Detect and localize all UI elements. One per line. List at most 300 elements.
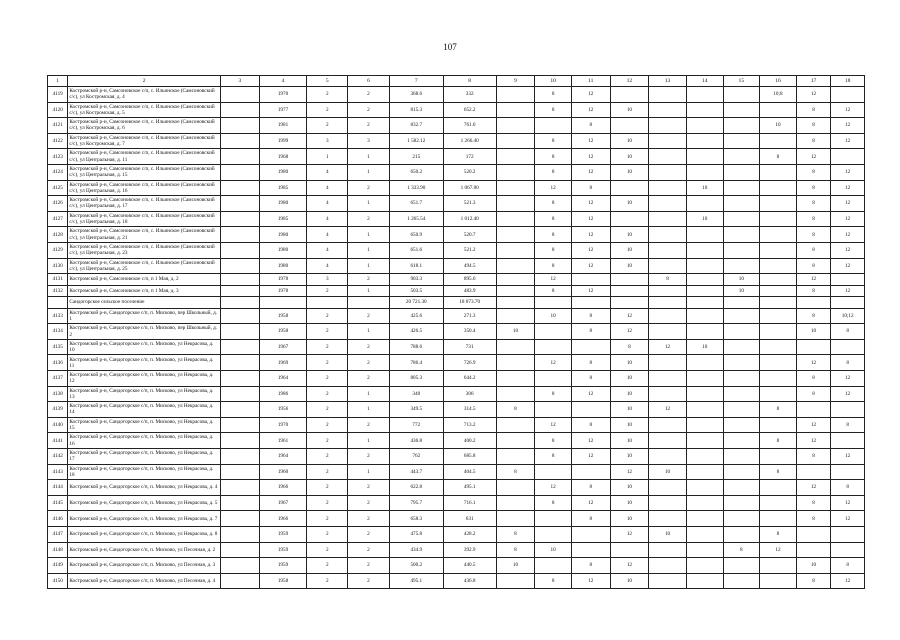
table-cell [686,308,723,324]
table-cell: 425.6 [389,308,443,324]
column-header: 11 [571,76,610,87]
table-cell: 12 [571,495,610,511]
table-cell [649,87,687,103]
table-cell: 8 [535,573,572,589]
table-cell [723,464,760,480]
table-cell: 10 [535,308,572,324]
row-number: 4141 [48,433,68,449]
table-cell: 716.1 [443,495,496,511]
table-cell: 1 [348,258,390,274]
table-cell [686,324,723,340]
table-row [48,211,865,227]
table-cell: 12 [571,102,610,118]
table-cell [723,211,760,227]
header-row [48,76,865,87]
table-cell [723,164,760,180]
table-cell [535,558,572,574]
table-cell [649,558,687,574]
table-cell: 8 [571,355,610,371]
table-cell: 12 [831,118,865,134]
table-cell [686,526,723,542]
table-cell: 2 [307,511,348,527]
table-row [48,149,865,165]
row-number: 4138 [48,386,68,402]
table-cell [220,180,259,196]
address-cell: Костромской р-н, Самсоновское с/п, с. Ильинское (Самсоновский с/с), ул Центральная, д. 15 [68,164,221,180]
table-cell: 12 [571,258,610,274]
table-cell [220,87,259,103]
table-cell: 8 [796,371,831,387]
table-cell [760,558,797,574]
table-cell: 8 [796,227,831,243]
table-cell: 8 [535,149,572,165]
table-cell [760,495,797,511]
address-cell: Костромской р-н, Сандогорское с/п, п. Мисково, ул Некрасова, д. 15 [68,417,221,433]
row-number: 4130 [48,258,68,274]
table-cell: 4 [307,242,348,258]
table-cell [496,149,535,165]
table-cell: 1 [348,227,390,243]
address-cell: Костромской р-н, Сандогорское с/п, п. Мисково, ул Некрасова, д. 14 [68,402,221,418]
table-cell [723,258,760,274]
table-cell: 3 [307,133,348,149]
table-cell [496,274,535,286]
table-cell: 349.5 [389,402,443,418]
table-cell [571,464,610,480]
table-cell: 10 [610,573,649,589]
table-cell: 12 [610,558,649,574]
table-cell: 12 [571,133,610,149]
table-cell: 8 [796,164,831,180]
table-cell: 434.9 [389,542,443,558]
table-cell: 1 [307,149,348,165]
table-cell [760,196,797,212]
table-cell: 440.5 [443,558,496,574]
table-row [48,573,865,589]
table-cell [723,149,760,165]
row-number: 4150 [48,573,68,589]
table-cell [686,258,723,274]
table-cell: 1978 [259,285,307,297]
table-cell: 1958 [259,573,307,589]
table-cell: 1 [348,464,390,480]
table-cell [723,339,760,355]
row-number: 4139 [48,402,68,418]
table-cell [220,558,259,574]
column-header: 2 [68,76,221,87]
table-cell: 1981 [259,118,307,134]
table-cell: 1970 [259,417,307,433]
table-cell [496,480,535,496]
table-cell: 788.6 [389,339,443,355]
table-cell: 426.5 [389,324,443,340]
address-cell: Костромской р-н, Сандогорское с/п, п. Мисково, пер Школьный, д. 2 [68,324,221,340]
table-cell: 8 [535,87,572,103]
table-cell: 12 [610,526,649,542]
table-cell [686,558,723,574]
address-cell: Костромской р-н, Сандогорское с/п, п. Мисково, ул Некрасова, д. 4 [68,480,221,496]
table-cell: 1 067.00 [443,180,496,196]
table-cell: 1 [348,242,390,258]
table-cell [723,402,760,418]
address-cell: Костромской р-н, Сандогорское с/п, п. Мисково, ул Некрасова, д. 18 [68,464,221,480]
table-cell: 1 582.12 [389,133,443,149]
table-cell [220,433,259,449]
table-cell: 2 [348,542,390,558]
table-cell [535,511,572,527]
table-cell: 618.1 [389,258,443,274]
table-cell: 10 [686,211,723,227]
table-cell: 12 [571,149,610,165]
table-cell [220,511,259,527]
row-number: 4121 [48,118,68,134]
table-cell: 443.7 [389,464,443,480]
table-cell [496,211,535,227]
table-cell: 2 [307,118,348,134]
table-cell [571,274,610,286]
table-cell [220,542,259,558]
address-cell: Костромской р-н, Сандогорское с/п, п. Мисково, ул Некрасова, д. 5 [68,495,221,511]
table-cell: 2 [307,480,348,496]
table-cell: 761.6 [443,118,496,134]
table-cell: 622.8 [389,480,443,496]
address-cell: Костромской р-н, Сандогорское с/п, п. Мисково, ул Некрасова, д. 13 [68,386,221,402]
table-cell [496,196,535,212]
table-cell: 2 [307,371,348,387]
table-cell: 8 [796,386,831,402]
table-cell [535,371,572,387]
table-cell: 8 [535,448,572,464]
table-cell [649,285,687,297]
table-cell [686,480,723,496]
address-cell: Костромской р-н, Сандогорское с/п, п. Мисково, ул Песочная, д. 4 [68,573,221,589]
table-cell: 215 [389,149,443,165]
table-cell: 4 [307,164,348,180]
address-cell: Костромской р-н, Самсоновское с/п, п 1 Мая, д. 2 [68,274,221,286]
table-cell: 1959 [259,542,307,558]
table-cell [220,297,259,309]
table-cell: 1967 [259,339,307,355]
table-cell [649,180,687,196]
table-cell [686,297,723,309]
table-cell [496,180,535,196]
table-cell: 12 [796,149,831,165]
table-cell [220,242,259,258]
table-cell: 12 [610,324,649,340]
table-cell [496,297,535,309]
table-cell: 494.5 [443,258,496,274]
table-cell: 731 [443,339,496,355]
table-cell: 1970 [259,87,307,103]
address-cell: Костромской р-н, Сандогорское с/п, п. Мисково, ул Некрасова, д. 10 [68,339,221,355]
address-cell: Костромской р-н, Самсоновское с/п, с. Ильинское (Самсоновский с/с), ул Центральная, д. 23 [68,242,221,258]
row-number: 4140 [48,417,68,433]
table-cell [571,526,610,542]
table-row [48,402,865,418]
table-cell: 503.5 [389,285,443,297]
table-cell: 8 [796,495,831,511]
table-cell [48,297,68,309]
table-cell: 436.8 [389,433,443,449]
table-cell: 172 [443,149,496,165]
table-cell: 644.2 [443,371,496,387]
table-cell [571,402,610,418]
table-cell [760,480,797,496]
table-cell: 1 [348,149,390,165]
table-cell: 350.4 [443,324,496,340]
table-cell: 12 [571,211,610,227]
table-cell: 8 [760,526,797,542]
table-cell [220,355,259,371]
table-cell: 10 [610,386,649,402]
table-cell: 12 [535,417,572,433]
table-cell: 1961 [259,433,307,449]
address-cell: Костромской р-н, Самсоновское с/п, с. Ильинское (Самсоновский с/с), ул Центральная, д. 18 [68,211,221,227]
table-cell [723,87,760,103]
table-cell: 520.2 [443,164,496,180]
row-number: 4129 [48,242,68,258]
row-number: 4142 [48,448,68,464]
table-cell: 10 [610,164,649,180]
table-cell: 12 [796,480,831,496]
table-cell: 2 [307,402,348,418]
table-cell [760,274,797,286]
table-cell [496,133,535,149]
table-cell: 8 [831,558,865,574]
table-cell: 1999 [259,133,307,149]
table-cell: 1966 [259,480,307,496]
table-cell: 12 [831,511,865,527]
table-cell [220,149,259,165]
table-cell [723,180,760,196]
table-cell: 8 [571,511,610,527]
table-cell: 10 [610,417,649,433]
table-cell [220,274,259,286]
table-cell: 12 [571,242,610,258]
table-cell [220,285,259,297]
table-cell [723,196,760,212]
table-cell [220,308,259,324]
table-cell: 8 [535,242,572,258]
table-row [48,433,865,449]
table-cell: 12 [535,180,572,196]
table-cell: 271.3 [443,308,496,324]
row-number: 4145 [48,495,68,511]
table-cell: 10 [496,324,535,340]
table-cell: 8 [610,339,649,355]
table-cell [649,448,687,464]
table-cell [220,573,259,589]
table-cell: 8 [796,511,831,527]
table-cell: 12 [571,448,610,464]
address-cell: Костромской р-н, Самсоновское с/п, с. Ильинское (Самсоновский с/с), ул Костромская, д. 7 [68,133,221,149]
row-number: 4125 [48,180,68,196]
table-cell: 10 [760,118,797,134]
table-cell: 10 [610,448,649,464]
table-cell: 10 [610,371,649,387]
column-header: 3 [220,76,259,87]
table-cell: 332 [443,87,496,103]
table-cell [723,448,760,464]
table-cell [686,511,723,527]
table-cell: 500.2 [389,558,443,574]
table-cell: 8 [535,285,572,297]
table-cell [220,386,259,402]
table-row [48,371,865,387]
table-cell: 10 [610,227,649,243]
table-cell [723,573,760,589]
table-cell: 2 [307,87,348,103]
table-cell [686,448,723,464]
table-cell: 8 [571,180,610,196]
table-cell [259,297,307,309]
table-cell: 650.2 [389,164,443,180]
table-row [48,542,865,558]
table-cell: 651.7 [389,196,443,212]
table-cell: 8 [571,480,610,496]
table-cell: 2 [307,433,348,449]
table-cell: 1969 [259,355,307,371]
table-cell: 10 [686,339,723,355]
table-cell [796,464,831,480]
address-cell: Костромской р-н, Сандогорское с/п, п. Мисково, ул Некрасова, д. 12 [68,371,221,387]
table-cell: 2 [348,180,390,196]
table-row [48,133,865,149]
table-cell: 3 [307,274,348,286]
table-cell: 1 [348,196,390,212]
address-cell: Костромской р-н, Сандогорское с/п, п. Мисково, ул Некрасова, д. 16 [68,433,221,449]
table-cell [686,196,723,212]
table-cell [496,118,535,134]
address-cell: Костромской р-н, Самсоновское с/п, с. Ильинское (Самсоновский с/с), ул Центральная, д. 16 [68,180,221,196]
table-cell [649,308,687,324]
table-cell [723,371,760,387]
table-cell [831,274,865,286]
table-cell: 4 [307,196,348,212]
column-header: 6 [348,76,390,87]
table-cell [686,542,723,558]
table-cell: 368.6 [389,87,443,103]
column-header: 4 [259,76,307,87]
table-cell: 2 [348,102,390,118]
table-cell: 12 [831,133,865,149]
table-cell [831,339,865,355]
table-cell: 10 [610,433,649,449]
table-cell [649,149,687,165]
table-cell: 10 [610,133,649,149]
table-cell [649,118,687,134]
table-cell: 1980 [259,227,307,243]
table-row [48,274,865,286]
table-row [48,339,865,355]
address-cell: Костромской р-н, Самсоновское с/п, с. Ильинское (Самсоновский с/с), ул Центральная, д. 21 [68,227,221,243]
table-cell: 12 [796,274,831,286]
table-cell: 8 [535,164,572,180]
table-cell [831,464,865,480]
table-cell: 2 [307,558,348,574]
table-cell [649,164,687,180]
table-cell [220,133,259,149]
table-cell [649,480,687,496]
table-cell [220,402,259,418]
table-cell [760,339,797,355]
table-cell: 4 [307,258,348,274]
table-cell: 521.3 [443,196,496,212]
table-cell: 12 [571,164,610,180]
table-cell [686,417,723,433]
table-cell: 475.8 [389,526,443,542]
table-cell: 12 [831,371,865,387]
table-cell [220,417,259,433]
table-cell: 8 [796,242,831,258]
table-cell [760,324,797,340]
table-cell [760,180,797,196]
table-cell: 903.3 [389,274,443,286]
table-cell [760,297,797,309]
table-cell: 521.2 [443,242,496,258]
table-row [48,464,865,480]
table-cell [686,227,723,243]
row-number: 4124 [48,164,68,180]
table-cell [496,339,535,355]
table-cell: 1 266.40 [443,133,496,149]
section-summary-row [48,297,865,309]
table-cell: 4 [307,180,348,196]
table-cell: 8 [760,464,797,480]
address-cell: Костромской р-н, Сандогорское с/п, п. Мисково, ул Некрасова, д. 17 [68,448,221,464]
table-cell: 10;12 [831,308,865,324]
table-cell: 12 [796,433,831,449]
table-cell: 436.8 [443,573,496,589]
table-cell: 2 [348,355,390,371]
table-cell: 2 [307,324,348,340]
table-cell: 1958 [259,308,307,324]
table-row [48,227,865,243]
table-cell [649,242,687,258]
table-cell: 2 [307,355,348,371]
table-cell: 4 [307,211,348,227]
table-cell: 12 [831,102,865,118]
table-cell: 12 [571,227,610,243]
table-cell: 12 [796,417,831,433]
table-cell: 12 [831,573,865,589]
table-cell: 1 265.54 [389,211,443,227]
table-cell [686,464,723,480]
table-cell [535,526,572,542]
table-cell [496,417,535,433]
table-cell: 8 [571,118,610,134]
table-cell: 658.3 [389,511,443,527]
table-row [48,258,865,274]
table-cell: 8 [760,402,797,418]
address-cell: Костромской р-н, Самсоновское с/п, с. Ильинское (Самсоновский с/с), ул Центральная, д. 11 [68,149,221,165]
table-cell: 12 [831,211,865,227]
table-cell [220,371,259,387]
table-cell: 8 [796,118,831,134]
table-cell [610,297,649,309]
table-cell: 428.2 [443,526,496,542]
table-cell: 8 [535,196,572,212]
row-number: 4120 [48,102,68,118]
table-cell: 12 [796,355,831,371]
column-header: 8 [443,76,496,87]
table-cell: 631 [443,511,496,527]
table-cell [796,402,831,418]
row-number: 4119 [48,87,68,103]
table-cell [535,324,572,340]
address-cell: Костромской р-н, Самсоновское с/п, с. Ильинское (Самсоновский с/с), ул Костромская, д. 5 [68,102,221,118]
table-cell [610,211,649,227]
